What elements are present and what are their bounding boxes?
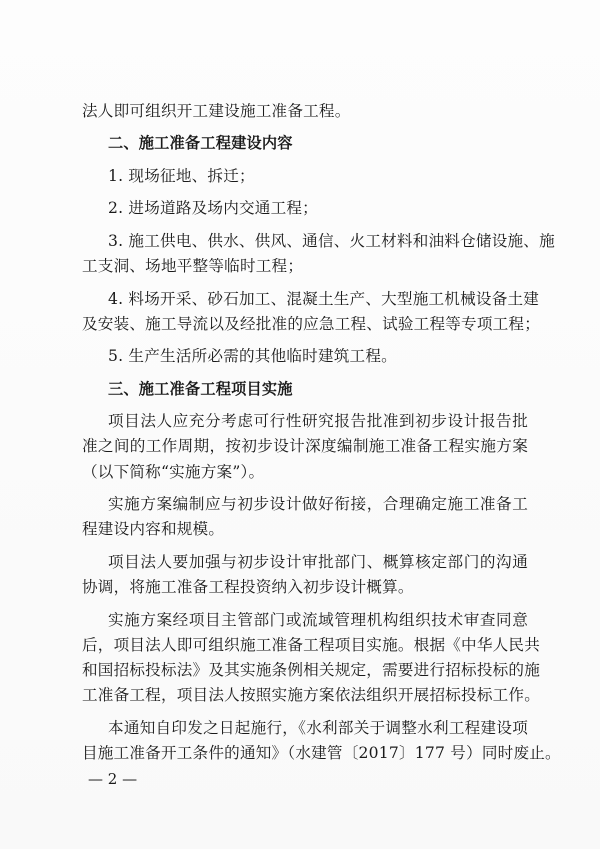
list-item: 4. 料场开采、砂石加工、混凝土生产、大型施工机械设备土建 xyxy=(108,289,540,308)
paragraph-line: 程建设内容和规模。 xyxy=(82,520,225,539)
page-number: — 2 — xyxy=(88,770,138,788)
list-item: 5. 生产生活所必需的其他临时建筑工程。 xyxy=(108,347,397,366)
paragraph-line: 准之间的工作周期，按初步设计深度编制施工准备工程实施方案 xyxy=(82,437,528,456)
list-item: 2. 进场道路及场内交通工程； xyxy=(108,199,318,218)
list-item: 3. 施工供电、供水、供风、通信、火工材料和油料仓储设施、施 xyxy=(108,231,555,250)
paragraph-line: 实施方案经项目主管部门或流域管理机构组织技术审查同意 xyxy=(108,610,528,629)
list-item: 1. 现场征地、拆迁； xyxy=(108,166,255,185)
paragraph-line: （以下简称“实施方案”）。 xyxy=(82,462,265,481)
paragraph-line: 工支洞、场地平整等临时工程； xyxy=(82,257,304,276)
section-heading: 三、施工准备工程项目实施 xyxy=(108,379,293,398)
paragraph-line: 协调，将施工准备工程投资纳入初步设计概算。 xyxy=(82,578,414,597)
paragraph-line: 项目法人应充分考虑可行性研究报告批准到初步设计报告批 xyxy=(108,412,528,431)
section-heading: 二、施工准备工程建设内容 xyxy=(108,134,293,153)
paragraph-line: 实施方案编制应与初步设计做好衔接，合理确定施工准备工 xyxy=(108,495,528,514)
paragraph-line: 法人即可组织开工建设施工准备工程。 xyxy=(82,102,351,120)
paragraph-line: 工准备工程，项目法人按照实施方案依法组织开展招标投标工作。 xyxy=(82,686,541,705)
paragraph-line: 项目法人要加强与初步设计审批部门、概算核定部门的沟通 xyxy=(108,552,528,571)
paragraph-line: 目施工准备开工条件的通知》（水建管〔2017〕177 号）同时废止。 xyxy=(82,744,561,762)
paragraph-line: 本通知自印发之日起施行，《水利部关于调整水利工程建设项 xyxy=(108,718,528,737)
paragraph-line: 和国招标投标法》及其实施条例相关规定，需要进行招标投标的施 xyxy=(82,661,541,680)
paragraph-line: 后，项目法人即可组织施工准备工程项目实施。根据《中华人民共 xyxy=(82,635,541,654)
paragraph-line: 及安装、施工导流以及经批准的应急工程、试验工程等专项工程； xyxy=(82,314,541,333)
